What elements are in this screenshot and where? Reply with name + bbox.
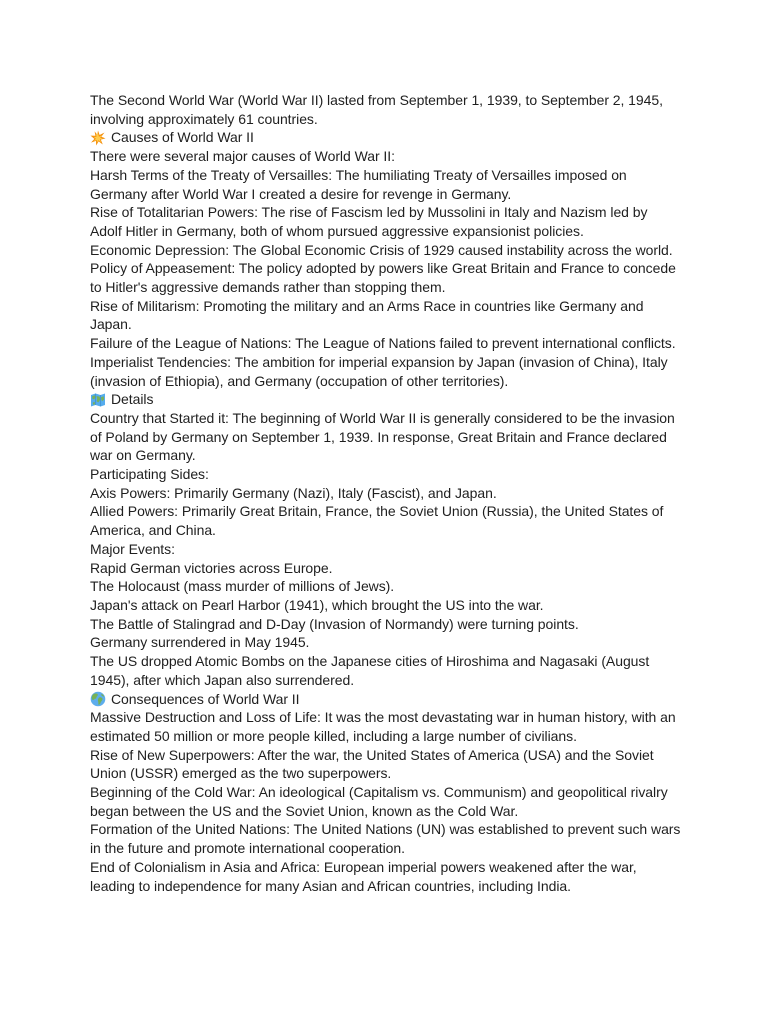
intro-paragraph: The Second World War (World War II) lasted from September 1, 1939, to September 2, 1945, involving approximately 61 countries. xyxy=(90,92,663,127)
details-item: Country that Started it: The beginning of World War II is generally considered to be the invasion of Poland by Germany on September 1, 1939. In response, Great Britain and France declared war on Germany. xyxy=(90,409,675,464)
details-item: The US dropped Atomic Bombs on the Japanese cities of Hiroshima and Nagasaki (August 1945), after which Japan also surrendered. xyxy=(90,653,650,688)
causes-item: Imperialist Tendencies: The ambition for imperial expansion by Japan (invasion of China), Italy (invasion of Ethiopia), and Germany (occupation of other territories). xyxy=(90,353,668,389)
consequences-item: End of Colonialism in Asia and Africa: European imperial powers weakened after the war, leading to independence for many Asian and African countries, including India. xyxy=(90,858,637,894)
causes-item: Policy of Appeasement: The policy adopted by powers like Great Britain and France to concede to Hitler's aggressive demands rather than stopping them. xyxy=(90,260,676,296)
collision-icon xyxy=(90,130,106,146)
causes-item: Rise of Militarism: Promoting the military and an Arms Race in countries like Germany and Japan. xyxy=(90,297,644,333)
document-body xyxy=(90,91,682,895)
consequences-item: Beginning of the Cold War: An ideological (Capitalism vs. Communism) and geopolitical rivalry began between the US and the Soviet Union, known as the Cold War. xyxy=(90,784,668,819)
consequences-heading-text: Consequences of World War II xyxy=(111,690,300,707)
causes-item: Failure of the League of Nations: The League of Nations failed to prevent international conflicts. xyxy=(90,335,676,352)
causes-heading-text: Causes of World War II xyxy=(111,129,254,146)
details-item: Germany surrendered in May 1945. xyxy=(90,634,310,651)
details-item: Major Events: xyxy=(90,540,175,557)
details-item: The Battle of Stalingrad and D-Day (Invasion of Normandy) were turning points. xyxy=(90,615,579,632)
globe-icon xyxy=(90,691,106,707)
details-item: Participating Sides: xyxy=(90,466,209,483)
details-heading-text: Details xyxy=(111,391,154,408)
details-heading xyxy=(90,390,682,409)
consequences-item: Formation of the United Nations: The United Nations (UN) was established to prevent such wars in the future and promote international cooperation. xyxy=(90,821,681,857)
causes-heading xyxy=(90,128,682,147)
consequences-heading xyxy=(90,690,682,709)
consequences-item: Massive Destruction and Loss of Life: It was the most devastating war in human history, with an estimated 50 million or more people killed, including a large number of civilians. xyxy=(90,709,676,744)
causes-item: Harsh Terms of the Treaty of Versailles: The humiliating Treaty of Versailles imposed on Germany after World War I created a desire for revenge in Germany. xyxy=(90,166,627,202)
consequences-item: Rise of New Superpowers: After the war, the United States of America (USA) and the Soviet Union (USSR) emerged as the two superpowers. xyxy=(90,746,654,782)
details-item: The Holocaust (mass murder of millions of Jews). xyxy=(90,578,395,595)
details-item: Axis Powers: Primarily Germany (Nazi), Italy (Fascist), and Japan. xyxy=(90,484,497,501)
world-map-icon xyxy=(90,392,106,408)
details-item: Japan's attack on Pearl Harbor (1941), which brought the US into the war. xyxy=(90,596,544,613)
details-item: Allied Powers: Primarily Great Britain, France, the Soviet Union (Russia), the United States of America, and China. xyxy=(90,503,664,539)
details-item: Rapid German victories across Europe. xyxy=(90,559,333,576)
causes-item: Economic Depression: The Global Economic Crisis of 1929 caused instability across the world. xyxy=(90,241,673,258)
causes-item: Rise of Totalitarian Powers: The rise of Fascism led by Mussolini in Italy and Nazism led by Adolf Hitler in Germany, both of whom pursued aggressive expansionist policies. xyxy=(90,204,648,239)
causes-lead: There were several major causes of World War II: xyxy=(90,148,395,165)
